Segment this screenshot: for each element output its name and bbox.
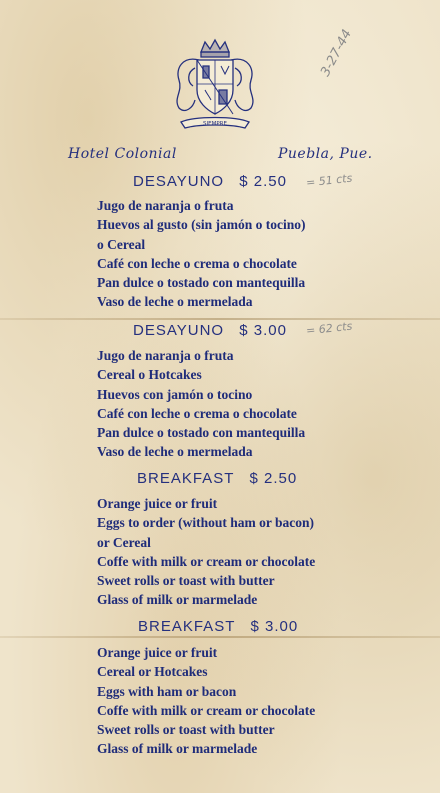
menu-item: Glass of milk or marmelade bbox=[97, 741, 258, 757]
menu-item: Coffe with milk or cream or chocolate bbox=[97, 702, 316, 718]
menu-item: Eggs to order (without ham or bacon) bbox=[97, 515, 315, 531]
pencil-price-note: = 51 cts bbox=[305, 171, 353, 190]
menu-item: Glass of milk or marmelade bbox=[97, 592, 258, 608]
section-title-breakfast-250 bbox=[0, 470, 440, 487]
section-items-desayuno-300 bbox=[97, 346, 305, 462]
section-price: $ 2.50 bbox=[249, 470, 298, 487]
menu-item: Jugo de naranja o fruta bbox=[97, 198, 234, 213]
hotel-city: Puebla, Pue. bbox=[278, 146, 373, 162]
section-items-desayuno-250 bbox=[97, 196, 306, 312]
menu-item: Vaso de leche o mermelada bbox=[97, 294, 253, 310]
section-name: DESAYUNO bbox=[133, 173, 225, 190]
menu-item: Orange juice or fruit bbox=[97, 645, 218, 660]
menu-item: Sweet rolls or toast with butter bbox=[97, 573, 275, 589]
section-name: DESAYUNO bbox=[133, 322, 225, 339]
menu-item: Coffe with milk or cream or chocolate bbox=[97, 553, 316, 569]
crest-motto: SIEMPRE bbox=[203, 121, 227, 127]
menu-item: o Cereal bbox=[97, 236, 146, 252]
menu-item: Cereal o Hotcakes bbox=[97, 367, 202, 383]
menu-item: Jugo de naranja o fruta bbox=[97, 348, 234, 363]
hotel-crest-icon bbox=[165, 38, 265, 138]
section-title-breakfast-300 bbox=[0, 618, 440, 635]
section-items-breakfast-250 bbox=[97, 494, 315, 610]
menu-item: Huevos al gusto (sin jamón o tocino) bbox=[97, 217, 306, 233]
menu-item: Cereal or Hotcakes bbox=[97, 664, 208, 680]
menu-item: Vaso de leche o mermelada bbox=[97, 444, 253, 460]
menu-item: Pan dulce o tostado con mantequilla bbox=[97, 425, 306, 441]
section-name: BREAKFAST bbox=[138, 618, 236, 635]
menu-item: Pan dulce o tostado con mantequilla bbox=[97, 275, 306, 291]
hotel-name: Hotel Colonial bbox=[68, 146, 177, 162]
menu-item: or Cereal bbox=[97, 534, 151, 550]
pencil-price-note: = 62 cts bbox=[305, 319, 353, 338]
section-items-breakfast-300 bbox=[97, 643, 315, 759]
section-price: $ 3.00 bbox=[239, 322, 287, 339]
section-price: $ 2.50 bbox=[239, 173, 287, 190]
section-title-desayuno-250 bbox=[0, 173, 440, 190]
paper-fold-line bbox=[0, 636, 440, 638]
section-price: $ 3.00 bbox=[250, 618, 299, 635]
paper-fold-line bbox=[0, 318, 440, 320]
section-title-desayuno-300 bbox=[0, 319, 440, 339]
menu-item: Café con leche o crema o chocolate bbox=[97, 255, 297, 271]
menu-item: Huevos con jamón o tocino bbox=[97, 386, 253, 402]
menu-item: Sweet rolls or toast with butter bbox=[97, 722, 275, 738]
menu-item: Eggs with ham or bacon bbox=[97, 683, 237, 699]
section-name: BREAKFAST bbox=[137, 470, 235, 487]
menu-item: Café con leche o crema o chocolate bbox=[97, 405, 297, 421]
menu-item: Orange juice or fruit bbox=[97, 496, 218, 511]
pencil-date-annotation: 3-27-44 bbox=[318, 27, 356, 80]
